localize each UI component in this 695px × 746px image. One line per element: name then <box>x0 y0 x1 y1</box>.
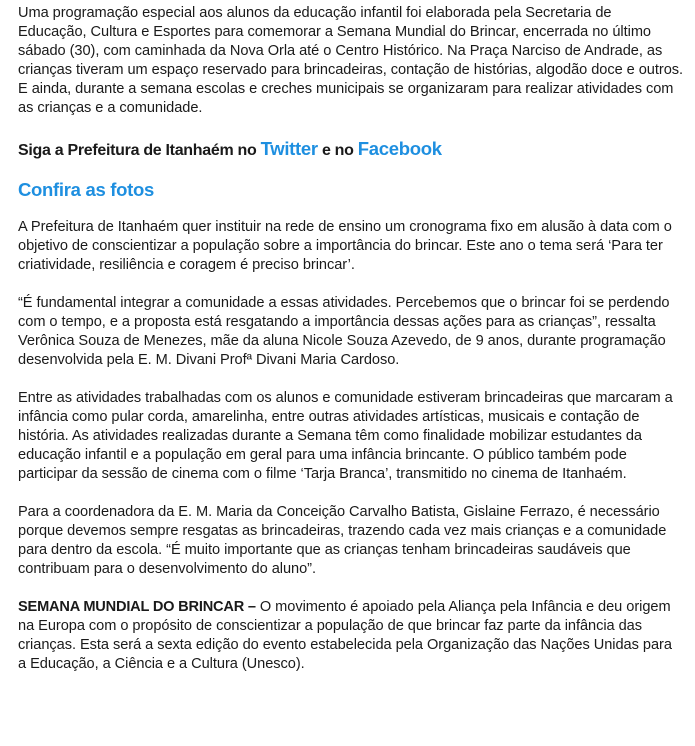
paragraph-quote-mother: “É fundamental integrar a comunidade a essas atividades. Percebemos que o brincar foi se perdendo com o tempo, e a proposta está resgatando a importância dessas ações para as crianças”, ressalta Verônica Souza de Menezes, mãe da aluna Nicole Souza Azevedo, de 9 anos, durante programação desenvolvida pela E. M. Divani Profª Divani Maria Cardoso. <box>18 295 670 368</box>
paragraph-semana-mundial <box>18 598 683 674</box>
paragraph-coordinator: Para a coordenadora da E. M. Maria da Conceição Carvalho Batista, Gislaine Ferrazo, é necessário porque devemos sempre resgatas as brincadeiras, trazendo cada vez mais crianças e a comunidade para dentro da escola. “É muito importante que as crianças tenham brincadeiras saudáveis que contribuam para o desenvolvimento do aluno”. <box>18 504 667 577</box>
social-follow-line <box>18 138 683 162</box>
photos-link[interactable]: Confira as fotos <box>18 179 155 200</box>
paragraph-initiative: A Prefeitura de Itanhaém quer instituir na rede de ensino um cronograma fixo em alusão à data com o objetivo de conscientizar a população sobre a importância do brincar. Este ano o tema será ‘Para ter criatividade, resiliência e coragem é preciso brincar’. <box>18 219 672 273</box>
twitter-link[interactable]: Twitter <box>260 138 318 159</box>
follow-prefix: Siga a Prefeitura de Itanhaém no <box>18 142 261 159</box>
facebook-link[interactable]: Facebook <box>357 138 442 159</box>
paragraph-activities: Entre as atividades trabalhadas com os alunos e comunidade estiveram brincadeiras que marcaram a infância como pular corda, amarelinha, entre outras atividades artísticas, musicais e contação de história. As atividades realizadas durante a Semana têm como finalidade mobilizar estudantes da educação infantil e a população em geral para uma infância brincante. O público também pode participar da sessão de cinema com o filme ‘Tarja Branca’, transmitido no cinema de Itanhaém. <box>18 390 673 482</box>
intro-paragraph: Uma programação especial aos alunos da educação infantil foi elaborada pela Secretaria de Educação, Cultura e Esportes para comemorar a Semana Mundial do Brincar, encerrada no último sábado (30), com caminhada da Nova Orla até o Centro Histórico. Na Praça Narciso de Andrade, as crianças tiveram um espaço reservado para brincadeiras, contação de histórias, algodão doce e outros. E ainda, durante a semana escolas e creches municipais se organizaram para realizar atividades com as crianças e a comunidade. <box>18 5 684 116</box>
semana-mundial-heading: SEMANA MUNDIAL DO BRINCAR – <box>18 599 256 615</box>
follow-middle: e no <box>317 142 358 159</box>
semana-mundial-text: O movimento é apoiado pela Aliança pela Infância e deu origem na Europa com o propósito de conscientizar a população de que brincar faz parte da infância das crianças. Esta será a sexta edição do evento estabelecida pela Organização das Nações Unidas para a Educação, a Ciência e a Cultura (Unesco). <box>18 599 672 672</box>
